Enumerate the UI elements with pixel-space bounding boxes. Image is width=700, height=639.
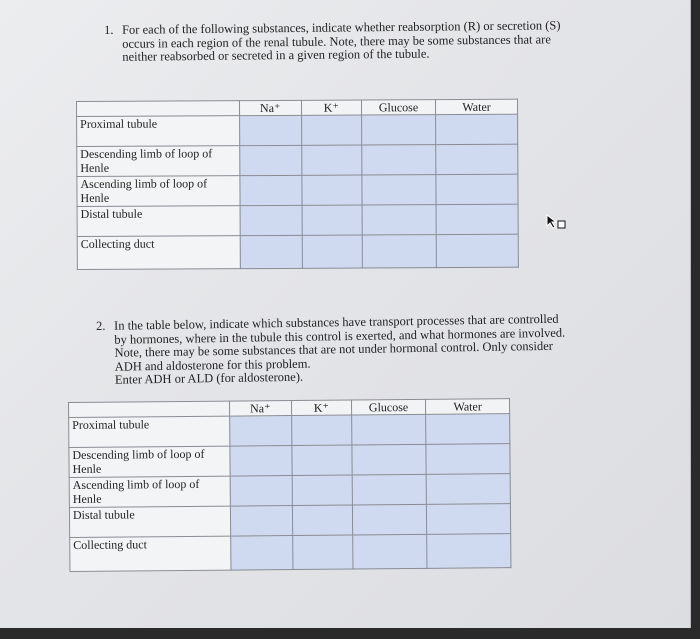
table-2-corner: [69, 401, 230, 417]
input-cell[interactable]: [302, 175, 362, 205]
table-1-header-water: Water: [436, 99, 518, 114]
input-cell[interactable]: [291, 415, 351, 446]
input-cell[interactable]: [239, 115, 301, 145]
table-1-corner: [77, 101, 240, 117]
mouse-cursor-icon: [545, 213, 567, 231]
question-2: [96, 313, 567, 388]
table-1-header-glucose: Glucose: [361, 100, 435, 115]
input-cell[interactable]: [302, 205, 362, 235]
input-cell[interactable]: [301, 145, 361, 175]
table-2: [68, 398, 511, 572]
row-label-collecting-duct: Collecting duct: [77, 236, 240, 270]
table-row: [69, 414, 510, 448]
table-row: [69, 504, 510, 538]
row-label-proximal-tubule: Proximal tubule: [77, 116, 240, 147]
row-label-descending-limb: Descending limb of loop of Henle: [69, 446, 230, 477]
input-cell[interactable]: [427, 504, 511, 535]
input-cell[interactable]: [229, 416, 291, 447]
input-cell[interactable]: [230, 476, 292, 507]
question-1-text: For each of the following substances, indicate whether reabsorption (R) or secretion (S) occurs in each region of the renal tubule. Note, there may be some substances that are neither reabsorbed or secreted in a given region of the tubule.: [121, 18, 561, 64]
input-cell[interactable]: [361, 115, 435, 145]
input-cell[interactable]: [362, 235, 436, 268]
input-cell[interactable]: [240, 205, 302, 235]
input-cell[interactable]: [352, 474, 427, 505]
input-cell[interactable]: [436, 174, 518, 204]
table-row: [77, 174, 518, 206]
input-cell[interactable]: [230, 446, 292, 477]
row-label-proximal-tubule: Proximal tubule: [69, 416, 230, 447]
input-cell[interactable]: [292, 505, 352, 536]
table-row: [70, 534, 511, 572]
table-row: [69, 474, 510, 508]
input-cell[interactable]: [351, 414, 426, 445]
row-label-distal-tubule: Distal tubule: [69, 506, 230, 537]
row-label-collecting-duct: Collecting duct: [70, 536, 231, 571]
input-cell[interactable]: [436, 234, 518, 267]
input-cell[interactable]: [302, 235, 362, 268]
input-cell[interactable]: [362, 205, 436, 235]
input-cell[interactable]: [239, 145, 301, 175]
input-cell[interactable]: [292, 445, 352, 476]
input-cell[interactable]: [292, 535, 352, 570]
row-label-ascending-limb: Ascending limb of loop of Henle: [77, 176, 240, 207]
input-cell[interactable]: [426, 444, 510, 475]
table-2-header-glucose: Glucose: [351, 399, 425, 415]
question-1: [104, 19, 574, 64]
input-cell[interactable]: [230, 506, 292, 537]
input-cell[interactable]: [362, 175, 436, 205]
input-cell[interactable]: [436, 114, 518, 144]
input-cell[interactable]: [301, 115, 361, 145]
table-1-header-k: K⁺: [301, 100, 361, 115]
question-2-text: In the table below, indicate which substances have transport processes that are controlled by hormones, where in the tubule this control is exerted, and what hormones are involved. Note, there may be some substances that are not under hormonal control. Only consider ADH and aldosterone for this problem.: [113, 311, 566, 374]
input-cell[interactable]: [292, 475, 352, 506]
table-row: [77, 204, 518, 236]
input-cell[interactable]: [436, 204, 518, 234]
table-row: [77, 114, 518, 146]
table-row: [77, 234, 518, 269]
input-cell[interactable]: [240, 235, 302, 268]
question-1-number: 1.: [103, 22, 114, 37]
input-cell[interactable]: [352, 444, 427, 475]
row-label-descending-limb: Descending limb of loop of Henle: [77, 146, 240, 177]
question-2-instruction: Enter ADH or ALD (for aldosterone).: [114, 369, 304, 387]
table-row: [69, 444, 510, 478]
table-1-header-na: Na⁺: [239, 100, 301, 115]
input-cell[interactable]: [352, 534, 427, 569]
question-2-number: 2.: [95, 318, 106, 333]
input-cell[interactable]: [436, 144, 518, 174]
row-label-ascending-limb: Ascending limb of loop of Henle: [69, 476, 230, 507]
table-2-header-na: Na⁺: [229, 401, 291, 417]
table-2-header-k: K⁺: [291, 400, 351, 416]
input-cell[interactable]: [426, 414, 510, 445]
input-cell[interactable]: [352, 504, 427, 535]
table-1: [76, 99, 519, 270]
input-cell[interactable]: [362, 145, 436, 175]
table-2-header-water: Water: [426, 399, 510, 415]
table-row: [77, 144, 518, 176]
input-cell[interactable]: [426, 474, 510, 505]
input-cell[interactable]: [239, 175, 301, 205]
input-cell[interactable]: [230, 536, 292, 571]
row-label-distal-tubule: Distal tubule: [77, 206, 240, 237]
input-cell[interactable]: [427, 534, 511, 569]
